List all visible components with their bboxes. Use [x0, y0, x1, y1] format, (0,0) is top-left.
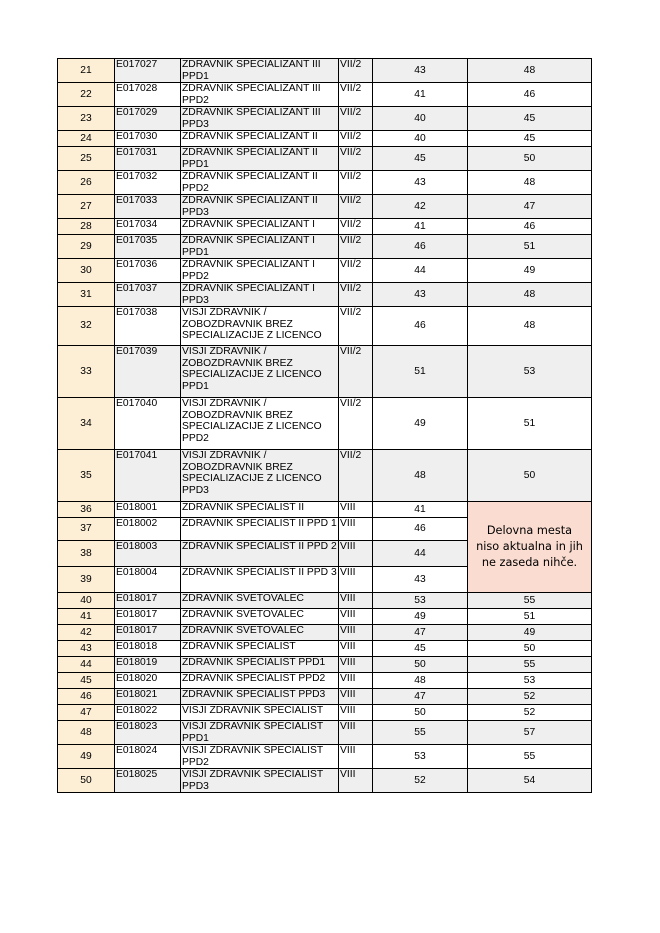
- table-row: [58, 398, 592, 450]
- position-code: E017038: [115, 307, 181, 346]
- position-name: ZDRAVNIK SPECIALIST II PPD 1: [181, 518, 339, 541]
- position-name: ZDRAVNIK SPECIALIZANT III PPD1: [181, 59, 339, 83]
- position-name: ZDRAVNIK SPECIALIST PPD2: [181, 673, 339, 689]
- position-name: VISJI ZDRAVNIK / ZOBOZDRAVNIK BREZ SPECIALIZACIJE Z LICENCO: [181, 307, 339, 346]
- position-code: E017037: [115, 283, 181, 307]
- position-code: E018004: [115, 567, 181, 593]
- position-code: E018017: [115, 625, 181, 641]
- position-name: VISJI ZDRAVNIK / ZOBOZDRAVNIK BREZ SPECIALIZACIJE Z LICENCO PPD2: [181, 398, 339, 450]
- education-level: VII/2: [339, 171, 373, 195]
- pay-grade-value: 46: [373, 518, 468, 541]
- pay-grade-value: 41: [373, 83, 468, 107]
- education-level: VIII: [339, 769, 373, 793]
- table-row: [58, 625, 592, 641]
- pay-grade-value: 41: [373, 502, 468, 518]
- position-name: ZDRAVNIK SPECIALIST II PPD 2: [181, 541, 339, 567]
- pay-grade-value: 53: [373, 745, 468, 769]
- table-row: [58, 641, 592, 657]
- position-code: E017034: [115, 219, 181, 235]
- position-name: VISJI ZDRAVNIK SPECIALIST PPD2: [181, 745, 339, 769]
- position-code: E017035: [115, 235, 181, 259]
- table-row: [58, 450, 592, 502]
- position-code: E018017: [115, 593, 181, 609]
- pay-grade-value-max: 49: [468, 259, 592, 283]
- pay-grade-value: 53: [373, 593, 468, 609]
- row-number: 38: [58, 541, 115, 567]
- position-name: ZDRAVNIK SPECIALIZANT III PPD3: [181, 107, 339, 131]
- position-name: VISJI ZDRAVNIK / ZOBOZDRAVNIK BREZ SPECIALIZACIJE Z LICENCO PPD3: [181, 450, 339, 502]
- row-number: 31: [58, 283, 115, 307]
- row-number: 24: [58, 131, 115, 147]
- pay-grade-value-max: 46: [468, 83, 592, 107]
- table-row: [58, 83, 592, 107]
- row-number: 42: [58, 625, 115, 641]
- education-level: VII/2: [339, 235, 373, 259]
- pay-grade-value-max: 53: [468, 673, 592, 689]
- pay-grade-value-max: 51: [468, 609, 592, 625]
- education-level: VIII: [339, 502, 373, 518]
- position-name: VIŠJI ZDRAVNIK SPECIALIST PPD3: [181, 769, 339, 793]
- row-number: 22: [58, 83, 115, 107]
- education-level: VIII: [339, 657, 373, 673]
- pay-grade-value: 41: [373, 219, 468, 235]
- position-code: E017041: [115, 450, 181, 502]
- education-level: VIII: [339, 609, 373, 625]
- pay-grade-value: 47: [373, 625, 468, 641]
- education-level: VIII: [339, 673, 373, 689]
- education-level: VII/2: [339, 398, 373, 450]
- pay-grade-value-max: 55: [468, 593, 592, 609]
- education-level: VII/2: [339, 346, 373, 398]
- row-number: 35: [58, 450, 115, 502]
- table-row: [58, 283, 592, 307]
- table-row: [58, 219, 592, 235]
- pay-grade-value: 43: [373, 171, 468, 195]
- pay-grade-value-max: 45: [468, 107, 592, 131]
- document-page: [57, 58, 591, 793]
- pay-grade-value-max: 53: [468, 346, 592, 398]
- education-level: VII/2: [339, 83, 373, 107]
- pay-grade-value: 43: [373, 283, 468, 307]
- pay-grade-value-max: 48: [468, 171, 592, 195]
- table-row: [58, 147, 592, 171]
- job-position-table: [57, 58, 592, 793]
- table-row: [58, 689, 592, 705]
- position-name: ZDRAVNIK SPECIALIST II: [181, 502, 339, 518]
- position-name: ZDRAVNIK SPECIALIZANT II PPD2: [181, 171, 339, 195]
- pay-grade-value: 40: [373, 131, 468, 147]
- position-code: E018023: [115, 721, 181, 745]
- pay-grade-value-max: 57: [468, 721, 592, 745]
- pay-grade-value: 47: [373, 689, 468, 705]
- position-name: VISJI ZDRAVNIK / ZOBOZDRAVNIK BREZ SPECIALIZACIJE Z LICENCO PPD1: [181, 346, 339, 398]
- pay-grade-value-max: 47: [468, 195, 592, 219]
- pay-grade-value-max: 55: [468, 657, 592, 673]
- position-code: E017033: [115, 195, 181, 219]
- pay-grade-value-max: 48: [468, 283, 592, 307]
- pay-grade-value: 50: [373, 705, 468, 721]
- table-row: [58, 657, 592, 673]
- pay-grade-value: 45: [373, 147, 468, 171]
- pay-grade-value-max: 54: [468, 769, 592, 793]
- row-number: 26: [58, 171, 115, 195]
- row-number: 29: [58, 235, 115, 259]
- pay-grade-value-max: 48: [468, 59, 592, 83]
- education-level: VIII: [339, 567, 373, 593]
- position-code: E018024: [115, 745, 181, 769]
- row-number: 47: [58, 705, 115, 721]
- row-number: 32: [58, 307, 115, 346]
- pay-grade-value: 48: [373, 450, 468, 502]
- row-number: 48: [58, 721, 115, 745]
- education-level: VII/2: [339, 307, 373, 346]
- pay-grade-value-max: 51: [468, 235, 592, 259]
- table-row: [58, 195, 592, 219]
- row-number: 50: [58, 769, 115, 793]
- table-row: [58, 59, 592, 83]
- education-level: VII/2: [339, 107, 373, 131]
- pay-grade-value-max: 50: [468, 450, 592, 502]
- education-level: VIII: [339, 518, 373, 541]
- position-name: ZDRAVNIK SPECIALIZANT I PPD3: [181, 283, 339, 307]
- position-name: ZDRAVNIK SPECIALIST PPD3: [181, 689, 339, 705]
- row-number: 30: [58, 259, 115, 283]
- position-code: E017040: [115, 398, 181, 450]
- position-code: E017039: [115, 346, 181, 398]
- position-code: E017031: [115, 147, 181, 171]
- education-level: VII/2: [339, 59, 373, 83]
- pay-grade-value-max: 52: [468, 705, 592, 721]
- position-code: E018020: [115, 673, 181, 689]
- education-level: VII/2: [339, 195, 373, 219]
- row-number: 44: [58, 657, 115, 673]
- pay-grade-value-max: 49: [468, 625, 592, 641]
- table-body: [58, 59, 592, 793]
- pay-grade-value-max: 48: [468, 307, 592, 346]
- position-code: E017032: [115, 171, 181, 195]
- pay-grade-value: 52: [373, 769, 468, 793]
- education-level: VII/2: [339, 219, 373, 235]
- pay-grade-value: 43: [373, 567, 468, 593]
- pay-grade-value-max: 50: [468, 147, 592, 171]
- education-level: VIII: [339, 641, 373, 657]
- pay-grade-value: 44: [373, 259, 468, 283]
- pay-grade-value-max: 45: [468, 131, 592, 147]
- pay-grade-value: 49: [373, 398, 468, 450]
- position-name: ZDRAVNIK SPECIALIST PPD1: [181, 657, 339, 673]
- pay-grade-value: 44: [373, 541, 468, 567]
- position-code: E018021: [115, 689, 181, 705]
- row-number: 43: [58, 641, 115, 657]
- pay-grade-value: 43: [373, 59, 468, 83]
- table-row: [58, 107, 592, 131]
- table-row: [58, 235, 592, 259]
- position-code: E017027: [115, 59, 181, 83]
- position-code: E018001: [115, 502, 181, 518]
- row-number: 40: [58, 593, 115, 609]
- row-number: 39: [58, 567, 115, 593]
- pay-grade-value: 49: [373, 609, 468, 625]
- position-code: E018019: [115, 657, 181, 673]
- education-level: VIII: [339, 721, 373, 745]
- education-level: VII/2: [339, 147, 373, 171]
- position-code: E018022: [115, 705, 181, 721]
- education-level: VII/2: [339, 283, 373, 307]
- pay-grade-value: 46: [373, 307, 468, 346]
- pay-grade-value: 46: [373, 235, 468, 259]
- row-number: 36: [58, 502, 115, 518]
- table-row: [58, 769, 592, 793]
- pay-grade-value: 40: [373, 107, 468, 131]
- education-level: VII/2: [339, 131, 373, 147]
- pay-grade-value: 42: [373, 195, 468, 219]
- position-name: VISJI ZDRAVNIK SPECIALIST: [181, 705, 339, 721]
- position-name: ZDRAVNIK SPECIALIST: [181, 641, 339, 657]
- table-row: [58, 673, 592, 689]
- position-name: ZDRAVNIK SPECIALIST II PPD 3: [181, 567, 339, 593]
- pay-grade-value: 48: [373, 673, 468, 689]
- position-name: ZDRAVNIK SPECIALIZANT II PPD1: [181, 147, 339, 171]
- pay-grade-value: 50: [373, 657, 468, 673]
- row-number: 27: [58, 195, 115, 219]
- table-row: [58, 502, 592, 518]
- position-code: E017029: [115, 107, 181, 131]
- pay-grade-value: 51: [373, 346, 468, 398]
- table-row: [58, 171, 592, 195]
- row-number: 46: [58, 689, 115, 705]
- table-row: [58, 745, 592, 769]
- position-code: E018003: [115, 541, 181, 567]
- education-level: VIII: [339, 625, 373, 641]
- position-code: E017030: [115, 131, 181, 147]
- position-name: ZDRAVNIK SPECIALIZANT II PPD3: [181, 195, 339, 219]
- position-name: ZDRAVNIK SPECIALIZANT II: [181, 131, 339, 147]
- table-row: [58, 259, 592, 283]
- row-number: 23: [58, 107, 115, 131]
- pay-grade-value-max: 55: [468, 745, 592, 769]
- position-name: ZDRAVNIK SPECIALIZANT I PPD2: [181, 259, 339, 283]
- position-code: E017028: [115, 83, 181, 107]
- pay-grade-value-max: 50: [468, 641, 592, 657]
- row-number: 28: [58, 219, 115, 235]
- row-number: 34: [58, 398, 115, 450]
- table-row: [58, 131, 592, 147]
- education-level: VIII: [339, 593, 373, 609]
- position-name: ZDRAVNIK SVETOVALEC: [181, 593, 339, 609]
- table-row: [58, 307, 592, 346]
- row-number: 41: [58, 609, 115, 625]
- position-name: ZDRAVNIK SPECIALIZANT III PPD2: [181, 83, 339, 107]
- pay-grade-value-max: 52: [468, 689, 592, 705]
- row-number: 25: [58, 147, 115, 171]
- education-level: VII/2: [339, 450, 373, 502]
- pay-grade-value: 45: [373, 641, 468, 657]
- position-code: E018025: [115, 769, 181, 793]
- position-name: ZDRAVNIK SPECIALIZANT I PPD1: [181, 235, 339, 259]
- position-code: E018017: [115, 609, 181, 625]
- pay-grade-value-max: 46: [468, 219, 592, 235]
- table-row: [58, 705, 592, 721]
- education-level: VII/2: [339, 259, 373, 283]
- education-level: VIII: [339, 705, 373, 721]
- education-level: VIII: [339, 541, 373, 567]
- table-row: [58, 609, 592, 625]
- position-name: VISJI ZDRAVNIK SPECIALIST PPD1: [181, 721, 339, 745]
- position-code: E018018: [115, 641, 181, 657]
- position-name: ZDRAVNIK SVETOVALEC: [181, 625, 339, 641]
- table-row: [58, 346, 592, 398]
- education-level: VIII: [339, 745, 373, 769]
- inactive-positions-note: Delovna mesta niso aktualna in jih ne zaseda nihče.: [468, 502, 592, 593]
- table-row: [58, 721, 592, 745]
- row-number: 45: [58, 673, 115, 689]
- row-number: 49: [58, 745, 115, 769]
- education-level: VIII: [339, 689, 373, 705]
- row-number: 37: [58, 518, 115, 541]
- position-name: ZDRAVNIK SVETOVALEC: [181, 609, 339, 625]
- pay-grade-value-max: 51: [468, 398, 592, 450]
- pay-grade-value: 55: [373, 721, 468, 745]
- position-code: E018002: [115, 518, 181, 541]
- table-row: [58, 593, 592, 609]
- row-number: 33: [58, 346, 115, 398]
- row-number: 21: [58, 59, 115, 83]
- position-name: ZDRAVNIK SPECIALIZANT I: [181, 219, 339, 235]
- position-code: E017036: [115, 259, 181, 283]
